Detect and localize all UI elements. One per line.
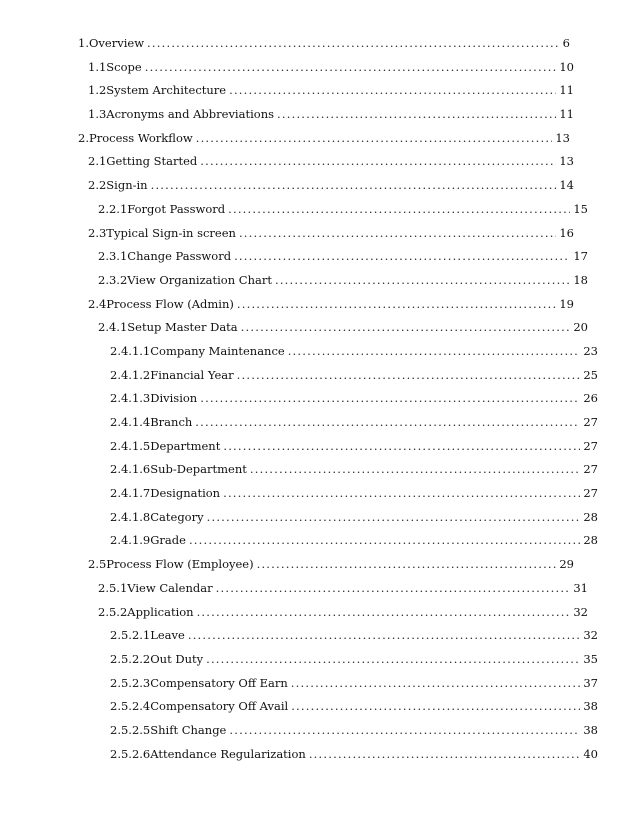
toc-entry-title: Compensatory Off Avail (150, 699, 289, 714)
toc-entry-title: Compensatory Off Earn (150, 675, 288, 690)
toc-dot-leader (229, 83, 556, 97)
toc-entry-title: Sub-Department (150, 462, 247, 477)
toc-entry-number: 2.4 (88, 296, 107, 311)
toc-page-number: 32 (573, 604, 588, 619)
toc-dot-leader (228, 202, 570, 216)
toc-entry[interactable] (0, 131, 570, 155)
toc-dot-leader (196, 131, 553, 145)
toc-dot-leader (275, 273, 570, 287)
table-of-contents (0, 36, 638, 770)
toc-entry[interactable] (0, 439, 598, 463)
toc-entry[interactable] (0, 747, 598, 771)
toc-entry[interactable] (0, 249, 588, 273)
toc-dot-leader (257, 557, 557, 571)
toc-entry[interactable] (0, 297, 574, 321)
toc-dot-leader (277, 107, 556, 121)
toc-page-number: 11 (559, 83, 574, 98)
toc-dot-leader (291, 699, 580, 713)
toc-entry-title: Designation (150, 486, 221, 501)
toc-entry[interactable] (0, 202, 588, 226)
toc-entry[interactable] (0, 178, 574, 202)
toc-page-number: 11 (559, 107, 574, 122)
toc-entry-title: Branch (150, 415, 193, 429)
toc-entry-number: 2.4.1.9 (110, 533, 151, 548)
toc-page-number: 14 (559, 178, 574, 193)
toc-page-number: 27 (583, 486, 598, 501)
toc-dot-leader (237, 368, 581, 382)
toc-dot-leader (200, 391, 580, 405)
toc-entry[interactable] (0, 581, 588, 605)
toc-entry-number: 2.4.1.5 (110, 438, 151, 453)
toc-entry-number: 2.4.1.2 (110, 367, 151, 382)
toc-entry[interactable] (0, 415, 598, 439)
toc-dot-leader (216, 581, 571, 595)
toc-page-number: 27 (583, 462, 598, 477)
toc-page-number: 17 (573, 249, 588, 264)
toc-entry-title: View Organization Chart (127, 272, 272, 287)
toc-entry-number: 2.3.1 (98, 249, 128, 264)
toc-entry-number: 1.3 (88, 107, 107, 122)
toc-page-number: 18 (573, 272, 588, 287)
toc-entry-number: 2.5.1 (98, 580, 128, 595)
toc-page-number: 10 (559, 59, 574, 74)
toc-entry-number: 2.5.2.3 (110, 675, 151, 690)
toc-entry-number: 2.5.2.6 (110, 746, 151, 761)
toc-dot-leader (197, 605, 571, 619)
toc-entry-title: Shift Change (150, 722, 227, 737)
toc-entry-number: 2.5.2.4 (110, 699, 151, 714)
toc-entry-title: Change Password (127, 249, 232, 264)
toc-entry-number: 2. (78, 130, 89, 145)
toc-dot-leader (229, 723, 580, 737)
toc-entry-title: Out Duty (150, 651, 204, 666)
toc-entry-title: Financial Year (150, 367, 234, 382)
toc-page-number: 37 (583, 675, 598, 690)
toc-entry[interactable] (0, 486, 598, 510)
toc-entry[interactable] (0, 723, 598, 747)
toc-entry-number: 2.4.1 (98, 320, 128, 335)
toc-dot-leader (195, 415, 580, 429)
toc-entry-number: 2.2 (88, 178, 107, 193)
toc-entry-number: 2.5.2.1 (110, 628, 151, 643)
toc-entry-title: View Calendar (127, 580, 213, 595)
toc-page-number: 20 (573, 320, 588, 335)
toc-page-number: 13 (559, 154, 574, 169)
toc-entry-title: Department (150, 438, 221, 453)
toc-entry-number: 2.5.2.5 (110, 722, 151, 737)
toc-page-number: 6 (562, 36, 570, 50)
toc-page-number: 27 (583, 438, 598, 453)
toc-entry[interactable] (0, 699, 598, 723)
toc-entry[interactable] (0, 368, 598, 392)
toc-page-number: 13 (555, 130, 570, 145)
toc-dot-leader (241, 320, 571, 334)
toc-page-number: 28 (583, 509, 598, 524)
toc-dot-leader (151, 178, 557, 192)
toc-entry-number: 2.3 (88, 225, 107, 240)
toc-dot-leader (250, 462, 580, 476)
toc-entry-number: 2.4.1.8 (110, 509, 151, 524)
toc-page-number: 31 (573, 580, 588, 595)
toc-page-number: 26 (583, 391, 598, 406)
toc-entry-title: Typical Sign-in screen (106, 225, 236, 240)
toc-dot-leader (309, 747, 581, 761)
toc-entry[interactable] (0, 273, 588, 297)
toc-entry-number: 2.4.1.4 (110, 415, 151, 429)
toc-entry-number: 2.5.2 (98, 604, 128, 619)
toc-entry-title: Process Flow (Employee) (106, 557, 254, 572)
toc-entry[interactable] (0, 510, 598, 534)
toc-entry-number: 2.5 (88, 557, 107, 572)
toc-dot-leader (206, 652, 580, 666)
toc-dot-leader (234, 249, 570, 263)
toc-entry[interactable] (0, 320, 588, 344)
toc-entry-title: Forgot Password (127, 201, 226, 216)
toc-entry-title: Overview (88, 36, 145, 50)
toc-page-number: 23 (583, 343, 598, 358)
toc-entry-number: 1.1 (88, 59, 107, 74)
toc-entry-title: Company Maintenance (150, 343, 285, 358)
toc-entry-title: Division (150, 391, 198, 406)
toc-entry-number: 2.3.2 (98, 272, 128, 287)
toc-entry[interactable] (0, 154, 574, 178)
toc-page-number: 15 (573, 201, 588, 216)
toc-dot-leader (291, 676, 581, 690)
toc-dot-leader (147, 36, 560, 50)
toc-entry-number: 2.1 (88, 154, 107, 169)
toc-page-number: 16 (559, 225, 574, 240)
toc-entry[interactable] (0, 36, 570, 60)
toc-entry[interactable] (0, 462, 598, 486)
toc-entry[interactable] (0, 605, 588, 629)
toc-entry-number: 1.2 (88, 83, 107, 98)
toc-entry-number: 2.5.2.2 (110, 651, 151, 666)
toc-entry[interactable] (0, 628, 598, 652)
toc-entry[interactable] (0, 557, 574, 581)
toc-page-number: 25 (583, 367, 598, 382)
toc-entry-number: 2.4.1.1 (110, 343, 151, 358)
toc-page-number: 27 (583, 415, 598, 429)
toc-entry-title: System Architecture (106, 83, 227, 98)
toc-entry[interactable] (0, 391, 598, 415)
toc-entry[interactable] (0, 226, 574, 250)
toc-page-number: 28 (583, 533, 598, 548)
toc-dot-leader (200, 154, 556, 168)
toc-dot-leader (189, 533, 580, 547)
toc-entry-title: Category (150, 509, 204, 524)
toc-entry[interactable] (0, 652, 598, 676)
toc-entry-number: 2.2.1 (98, 201, 128, 216)
toc-dot-leader (188, 628, 581, 642)
toc-entry-number: 2.4.1.7 (110, 486, 151, 501)
toc-dot-leader (207, 510, 581, 524)
toc-entry[interactable] (0, 83, 574, 107)
toc-entry[interactable] (0, 60, 574, 84)
toc-page-number: 38 (583, 722, 598, 737)
toc-entry-title: Attendance Regularization (150, 746, 306, 761)
toc-entry-title: Sign-in (106, 178, 148, 193)
toc-page-number: 29 (559, 557, 574, 572)
toc-entry-number: 1. (78, 36, 89, 50)
toc-page-number: 40 (583, 746, 598, 761)
toc-entry-title: Setup Master Data (127, 320, 238, 335)
toc-entry[interactable] (0, 344, 598, 368)
toc-entry[interactable] (0, 676, 598, 700)
toc-dot-leader (223, 486, 580, 500)
toc-page-number: 35 (583, 651, 598, 666)
toc-page-number: 19 (559, 296, 574, 311)
toc-entry-title: Acronyms and Abbreviations (106, 107, 275, 122)
toc-entry[interactable] (0, 533, 598, 557)
toc-entry-number: 2.4.1.3 (110, 391, 151, 406)
toc-dot-leader (145, 60, 557, 74)
toc-dot-leader (288, 344, 581, 358)
toc-entry-title: Process Flow (Admin) (106, 296, 234, 311)
toc-entry-title: Grade (150, 533, 186, 548)
toc-entry-title: Leave (150, 628, 185, 643)
toc-entry-title: Process Workflow (88, 130, 193, 145)
toc-page-number: 32 (583, 628, 598, 643)
toc-entry[interactable] (0, 107, 574, 131)
toc-dot-leader (239, 226, 556, 240)
toc-entry-title: Scope (106, 59, 142, 74)
toc-entry-title: Application (127, 604, 194, 619)
toc-entry-title: Getting Started (106, 154, 198, 169)
toc-entry-number: 2.4.1.6 (110, 462, 151, 477)
toc-page-number: 38 (583, 699, 598, 714)
toc-dot-leader (237, 297, 556, 311)
toc-dot-leader (223, 439, 580, 453)
